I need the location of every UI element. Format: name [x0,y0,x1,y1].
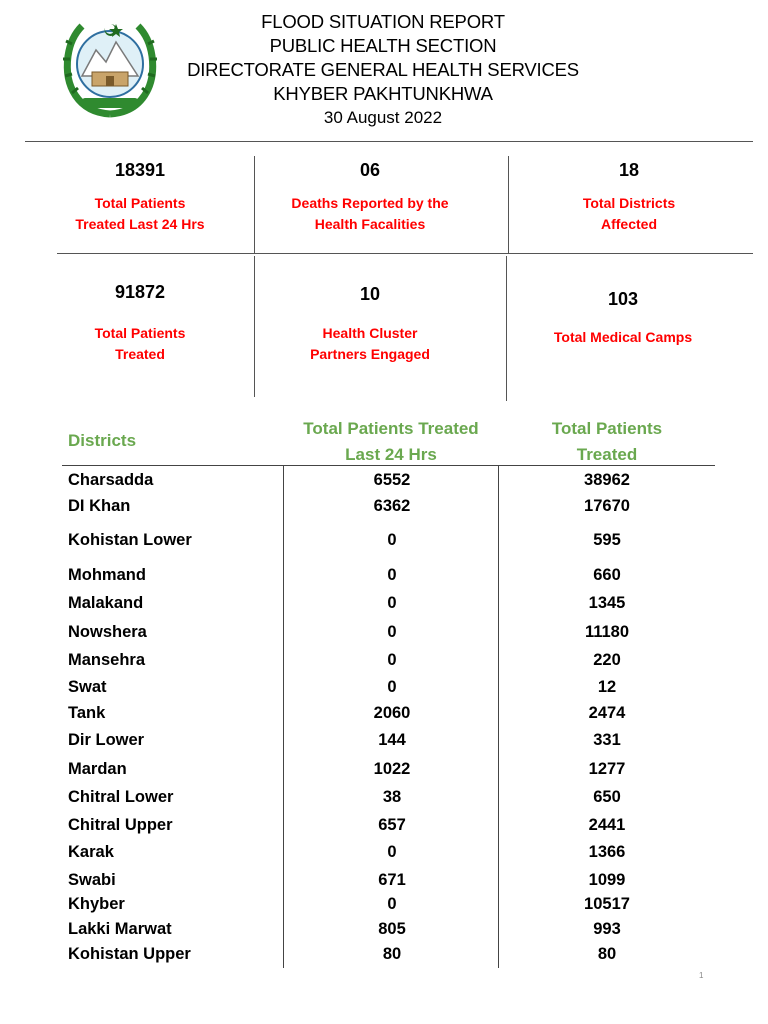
table-row [0,564,768,586]
patients-last-24-hrs: 805 [378,920,406,938]
patients-total: 12 [597,678,617,696]
patients-last-24-hrs: 0 [387,594,397,612]
stat-deaths [280,159,460,235]
divider [25,141,753,142]
table-row [0,814,768,836]
patients-last-24-hrs: 1022 [373,760,411,778]
district-name: Charsadda [68,471,154,489]
divider [254,156,255,253]
patients-total: 2474 [588,704,626,722]
divider [62,465,715,466]
stat-health-partners [270,283,470,365]
patients-total: 10517 [584,895,630,913]
stat-districts-affected [529,159,729,235]
patients-last-24-hrs: 0 [387,531,397,549]
report-directorate: DIRECTORATE GENERAL HEALTH SERVICES [187,59,579,80]
stat-label: Total Patients Treated [94,325,186,362]
table-row [0,495,768,517]
patients-last-24-hrs: 80 [382,945,402,963]
patients-total: 2441 [588,816,626,834]
report-province: KHYBER PAKHTUNKHWA [273,83,493,104]
district-name: Tank [68,704,106,722]
district-name: Mardan [68,760,127,778]
district-name: Swat [68,678,107,696]
district-name: Kohistan Upper [68,945,191,963]
report-date: 30 August 2022 [323,108,443,127]
stat-medical-camps [523,288,723,348]
district-name: Chitral Upper [68,816,173,834]
patients-total: 80 [597,945,617,963]
report-section: PUBLIC HEALTH SECTION [269,35,497,56]
patients-last-24-hrs: 6362 [373,497,411,515]
stat-value: 18391 [114,160,166,180]
column-header-last-24-hrs: Total Patients Treated Last 24 Hrs [303,419,479,464]
divider [506,256,507,401]
patients-total: 38962 [584,471,630,489]
report-title: FLOOD SITUATION REPORT [261,11,505,32]
divider [57,253,753,254]
district-name: Lakki Marwat [68,920,172,938]
patients-total: 331 [593,731,621,749]
table-row [0,592,768,614]
table-row [0,918,768,940]
patients-total: 220 [593,651,621,669]
table-row [0,841,768,863]
patients-last-24-hrs: 671 [378,871,406,889]
patients-total: 1099 [588,871,626,889]
patients-last-24-hrs: 2060 [373,704,411,722]
table-row [0,786,768,808]
district-name: Mansehra [68,651,146,669]
stat-total-patients [40,281,240,365]
patients-last-24-hrs: 0 [387,623,397,641]
table-row [0,469,768,491]
patients-total: 660 [593,566,621,584]
district-name: DI Khan [68,497,131,515]
patients-total: 1345 [588,594,626,612]
table-row [0,729,768,751]
patients-total: 993 [593,920,621,938]
report-header [180,10,586,130]
stat-value: 103 [607,289,639,309]
stat-value: 10 [359,284,381,304]
patients-last-24-hrs: 0 [387,895,397,913]
patients-last-24-hrs: 0 [387,651,397,669]
stat-label: Total Patients Treated Last 24 Hrs [75,195,205,232]
table-row [0,702,768,724]
table-row [0,649,768,671]
patients-last-24-hrs: 144 [378,731,406,749]
column-header-districts: Districts [68,431,137,450]
table-row [0,529,768,551]
district-name: Kohistan Lower [68,531,192,549]
stat-label: Total Districts Affected [582,195,676,232]
district-name: Mohmand [68,566,146,584]
table-row [0,676,768,698]
column-header-total-treated: Total Patients Treated [551,419,663,464]
patients-last-24-hrs: 0 [387,843,397,861]
stat-value: 18 [618,160,640,180]
district-name: Nowshera [68,623,147,641]
patients-total: 17670 [584,497,630,515]
divider [254,256,255,397]
table-row [0,893,768,915]
patients-total: 1277 [588,760,626,778]
patients-total: 11180 [584,623,630,641]
stat-value: 91872 [114,282,166,302]
divider [508,156,509,253]
patients-last-24-hrs: 0 [387,566,397,584]
table-row [0,758,768,780]
district-name: Chitral Lower [68,788,174,806]
patients-last-24-hrs: 38 [382,788,402,806]
stat-patients-24hrs [40,159,240,235]
patients-last-24-hrs: 0 [387,678,397,696]
district-name: Malakand [68,594,144,612]
patients-total: 1366 [588,843,626,861]
district-name: Dir Lower [68,731,145,749]
kp-government-emblem-icon [60,14,160,120]
patients-total: 650 [593,788,621,806]
table-row [0,943,768,965]
stat-label: Health Cluster Partners Engaged [310,325,430,362]
district-name: Khyber [68,895,125,913]
patients-last-24-hrs: 6552 [373,471,411,489]
stat-label: Deaths Reported by the Health Facalities [291,195,449,232]
stat-label: Total Medical Camps [553,329,693,345]
table-row [0,621,768,643]
table-row [0,869,768,891]
patients-last-24-hrs: 657 [378,816,406,834]
district-name: Swabi [68,871,116,889]
patients-total: 595 [593,531,621,549]
district-name: Karak [68,843,114,861]
page-number: 1 [699,971,704,980]
stat-value: 06 [359,160,381,180]
